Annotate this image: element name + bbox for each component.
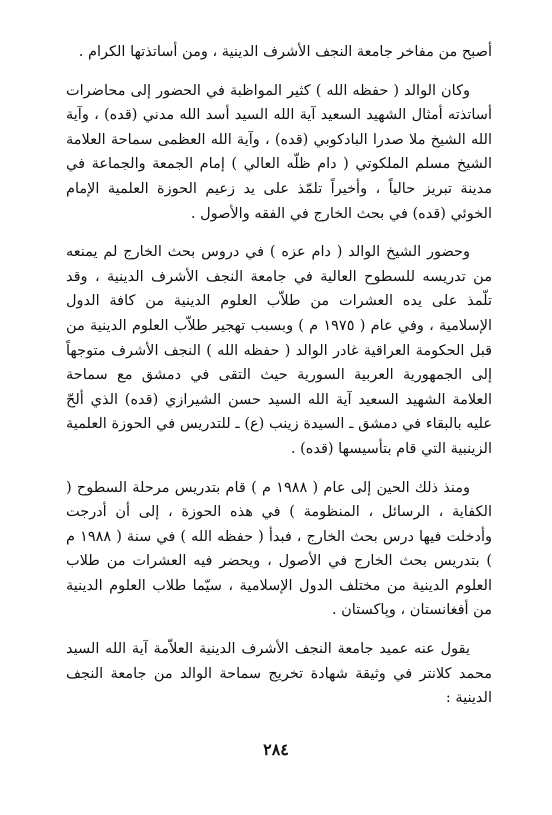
body-text — [66, 40, 492, 725]
paragraph-1: أصبح من مفاخر جامعة النجف الأشرف الدينية ، ومن أساتذتها الكرام . — [78, 44, 492, 60]
paragraph-3: وحضور الشيخ الوالد ( دام عزه ) في دروس بحث الخارج لم يمنعه من تدريسه للسطوح العالية في جامعة النجف الأشرف الدينية ، وقد تلّمذ على يده العشرات من طلاّب العلوم الدينية من كافة الدول الإسلامية ، وفي عام ( ١٩٧٥ م ) وبسبب تهجير طلاّب العلوم الدينية من قبل الحكومة العراقية غادر الوالد ( حفظه الله ) النجف الأشرف متوجهاً إلى الجمهورية العربية السورية حيث التقى في دمشق مع سماحة العلامة الشهيد السعيد آية الله السيد حسن الشيرازي (قده) الذي ألحّ عليه بالبقاء في دمشق ـ السيدة زينب (ع) ـ للتدريس في الحوزة العلمية الزينبية التي قام بتأسيسها (قده) . — [66, 244, 492, 457]
paragraph-5: يقول عنه عميد جامعة النجف الأشرف الدينية العلاّمة آية الله السيد محمد كلانتر في وثيقة شهادة تخريج سماحة الوالد من جامعة النجف الدينية : — [66, 641, 492, 707]
page-number: ٢٨٤ — [263, 740, 289, 759]
paragraph-4: ومنذ ذلك الحين إلى عام ( ١٩٨٨ م ) قام بتدريس مرحلة السطوح ( الكفاية ، الرسائل ، المنظومة ) في هذه الحوزة ، إلى أن أدرجت وأدخلت فيها درس بحث الخارج ، فبدأ ( حفظه الله ) في سنة ( ١٩٨٨ م ) بتدريس بحث الخارج في الأصول ، ويحضر فيه العشرات من طلاب العلوم الدينية من مختلف الدول الإسلامية ، سيّما طلاب العلوم الدينية من أفغانستان ، وپاكستان . — [66, 479, 492, 619]
paragraph-2: وكان الوالد ( حفظه الله ) كثير المواظبة في الحضور إلى محاضرات أساتذته أمثال الشهيد السعيد آية الله السيد أسد الله مدني (قده) ، وآية الله الشيخ ملا صدرا البادكوبي (قده) ، وآية الله العظمى سماحة العلامة الشيخ مسلم الملكوتي ( دام ظلّه العالي ) إمام الجمعة والجماعة في مدينة تبريز حالياً ، وأخيراً تلمّذ على يد زعيم الحوزة العلمية الإمام الخوئي (قده) في بحث الخارج في الفقه والأصول . — [66, 82, 492, 222]
